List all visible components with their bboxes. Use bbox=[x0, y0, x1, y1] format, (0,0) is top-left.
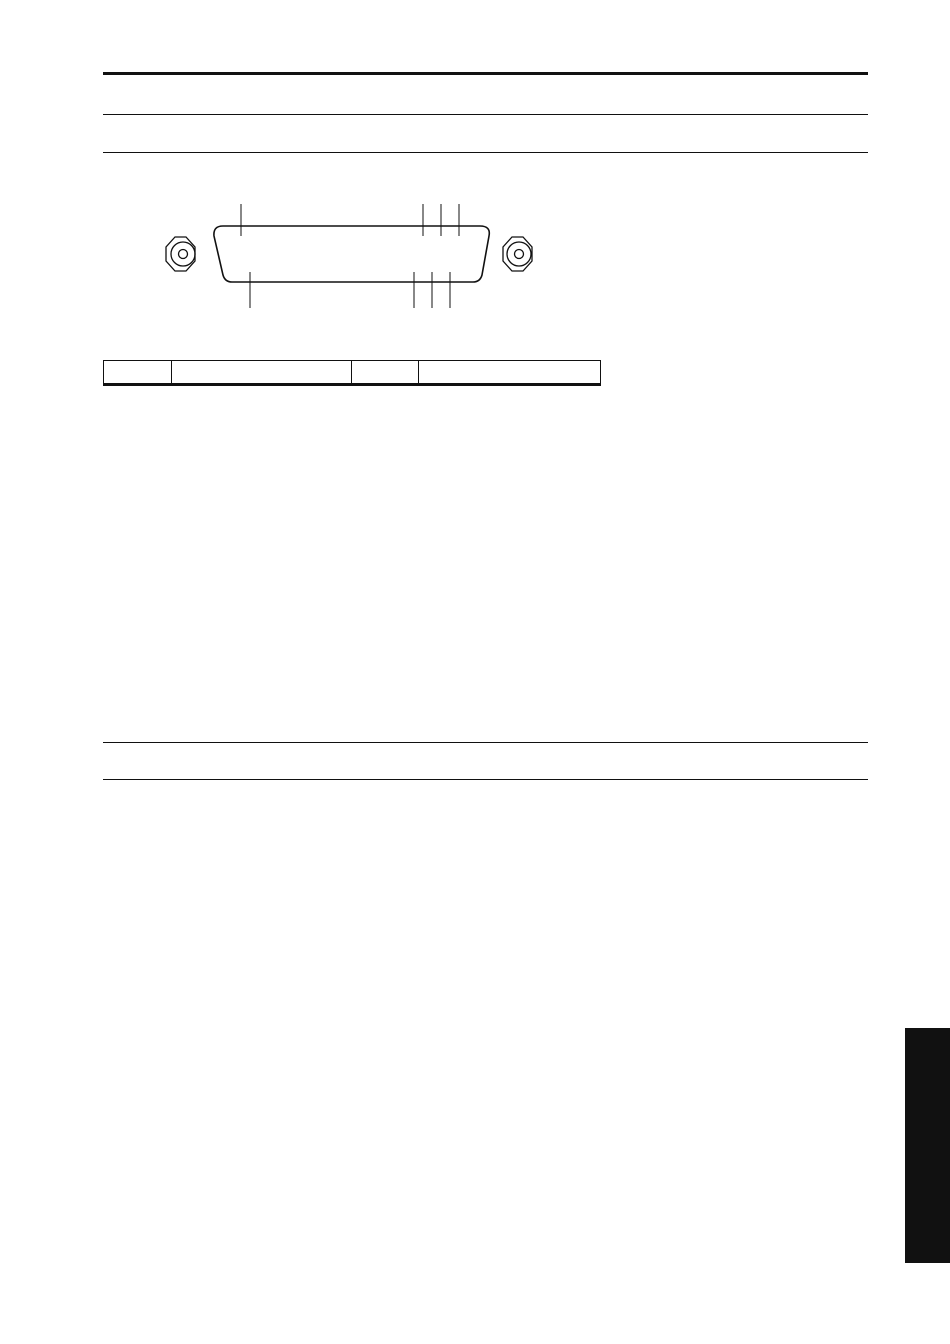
header-rule bbox=[103, 72, 868, 75]
header-pin-a bbox=[104, 361, 172, 385]
section1-bottom-rule bbox=[103, 152, 868, 153]
right-screw-icon bbox=[503, 237, 532, 271]
header-signal-b bbox=[419, 361, 601, 385]
header-pin-b bbox=[352, 361, 419, 385]
bottom-leader-lines bbox=[250, 272, 450, 308]
top-leader-lines bbox=[241, 204, 459, 236]
section1-top-rule bbox=[103, 114, 868, 115]
section2-bottom-rule bbox=[103, 779, 868, 780]
table-header-row bbox=[104, 361, 601, 385]
pin-assignment-table bbox=[103, 360, 601, 386]
connector-shell bbox=[214, 226, 489, 282]
side-tab bbox=[905, 1028, 950, 1263]
left-screw-icon bbox=[166, 237, 195, 271]
section2-top-rule bbox=[103, 742, 868, 743]
header-signal-a bbox=[171, 361, 352, 385]
dsub-connector-diagram bbox=[150, 178, 570, 338]
